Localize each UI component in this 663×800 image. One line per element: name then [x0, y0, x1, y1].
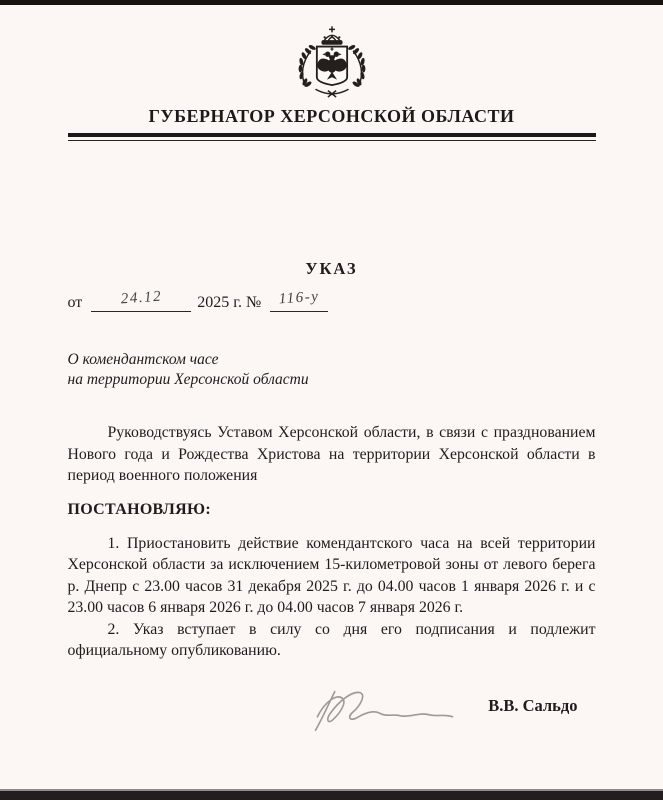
- decree-item-1: 1. Приостановить действие комендантского часа на всей территории Херсонской области за исключением 15-километровой зоны от левого берега р. Днепр с 23.00 часов 31 декабря 2025 г. до 04.00 часов 1 января 2026 г. и с 23.00 часов 6 января 2026 г. до 04.00 часов 7 января 2026 г.: [67, 534, 596, 616]
- handwritten-number: 116-у: [278, 288, 320, 308]
- handwritten-date: 24.12: [119, 288, 163, 308]
- preamble: Руководствуясь Уставом Херсонской области, в связи с празднованием Нового года и Рождества Христова на территории Херсонской области в период военного положения: [67, 424, 596, 484]
- doc-title: УКАЗ: [305, 259, 358, 278]
- signer-name: В.В. Сальдо: [488, 695, 578, 715]
- scan-edge-bottom: [0, 789, 663, 800]
- date-blank: [91, 288, 191, 312]
- subject-line-1: О комендантском часе: [67, 351, 219, 368]
- date-line: [67, 288, 596, 312]
- org-name: ГУБЕРНАТОР ХЕРСОНСКОЙ ОБЛАСТИ: [148, 106, 515, 126]
- doc-subject: [68, 350, 596, 390]
- signature-block: [68, 682, 596, 744]
- resolve-word: ПОСТАНОВЛЯЮ:: [67, 500, 211, 518]
- letterhead-divider: [68, 133, 596, 141]
- signature-autograph-icon: [300, 682, 468, 738]
- number-blank: [270, 288, 328, 312]
- document-body: [68, 259, 596, 744]
- scan-edge-top: [0, 0, 663, 5]
- date-suffix: 2025 г. №: [197, 294, 262, 311]
- subject-line-2: на территории Херсонской области: [67, 371, 309, 388]
- coat-of-arms-icon: [290, 25, 374, 103]
- letterhead: [0, 0, 663, 141]
- decree-item-2: 2. Указ вступает в силу со дня его подписания и подлежит официальному опубликованию.: [67, 620, 596, 659]
- date-prefix: от: [67, 294, 83, 311]
